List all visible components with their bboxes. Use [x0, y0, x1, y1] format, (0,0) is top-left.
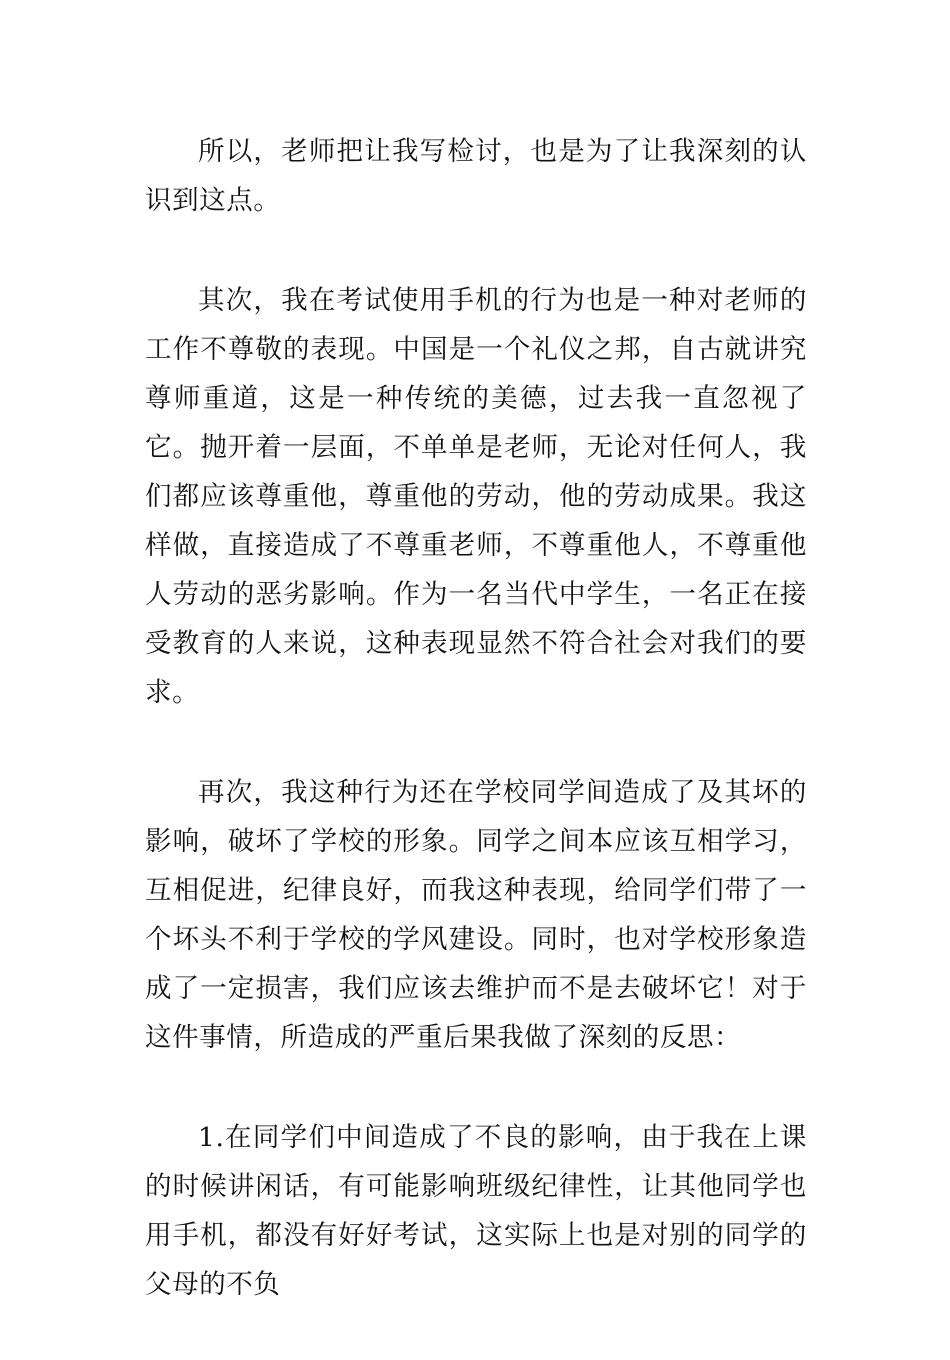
paragraph-4: 1.在同学们中间造成了不良的影响，由于我在上课的时候讲闲话，有可能影响班级纪律性，让其他同学也用手机，都没有好好考试，这实际上也是对别的同学的父母的不负 [145, 1122, 807, 1300]
document-body [145, 127, 807, 1360]
paragraph-2: 其次，我在考试使用手机的行为也是一种对老师的工作不尊敬的表现。中国是一个礼仪之邦，自古就讲究尊师重道，这是一种传统的美德，过去我一直忽视了它。抛开着一层面，不单单是老师，无论对任何人，我们都应该尊重他，尊重他的劳动，他的劳动成果。我这样做，直接造成了不尊重老师，不尊重他人，不尊重他人劳动的恶劣影响。作为一名当代中学生，一名正在接受教育的人来说，这种表现显然不符合社会对我们的要求。 [145, 285, 807, 708]
paragraph-1: 所以，老师把让我写检讨，也是为了让我深刻的认识到这点。 [145, 136, 807, 216]
paragraph-3: 再次，我这种行为还在学校同学间造成了及其坏的影响，破坏了学校的形象。同学之间本应该互相学习，互相促进，纪律良好，而我这种表现，给同学们带了一个坏头不利于学校的学风建设。同时，也对学校形象造成了一定损害，我们应该去维护而不是去破坏它！对于这件事情，所造成的严重后果我做了深刻的反思： [145, 777, 807, 1053]
